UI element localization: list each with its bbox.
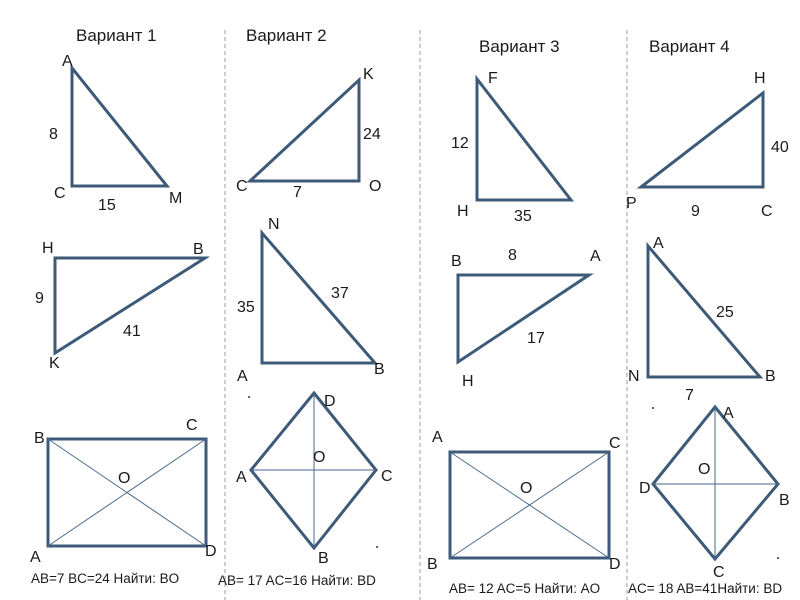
vertex-label: C (713, 564, 725, 581)
variant-4-title: Вариант 4 (649, 37, 730, 56)
side-length-label: 35 (237, 299, 255, 316)
vertex-label: A (653, 235, 664, 252)
variant-3-rectangle (427, 429, 621, 573)
triangle-shape (250, 80, 359, 181)
vertex-label: P (626, 195, 637, 212)
vertex-label: A (30, 549, 41, 566)
side-length-label: 15 (98, 197, 116, 214)
side-length-label: 8 (49, 126, 58, 143)
vertex-label: A (590, 248, 601, 265)
side-length-label: 25 (716, 304, 734, 321)
triangle-shape (648, 246, 760, 377)
side-length-label: 17 (527, 330, 545, 347)
vertex-label: B (318, 550, 329, 567)
side-length-label: 12 (451, 135, 469, 152)
variant-2-triangle-nab (237, 216, 385, 385)
side-length-label: 40 (771, 139, 789, 156)
side-length-label: 7 (293, 184, 302, 201)
triangle-shape (262, 233, 375, 363)
vertex-label: C (381, 468, 393, 485)
center-label: O (313, 449, 326, 466)
side-length-label: 9 (691, 203, 700, 220)
variant-2-rhombus (236, 393, 393, 567)
variant-1-task: AB=7 BC=24 Найти: BO (31, 571, 180, 586)
vertex-label: K (49, 355, 60, 372)
side-length-label: 35 (514, 208, 532, 225)
variant-3-title: Вариант 3 (479, 37, 560, 56)
stray-dot (652, 407, 654, 409)
triangle-shape (641, 93, 763, 187)
vertex-label: N (268, 216, 280, 233)
stray-dot (777, 557, 779, 559)
side-length-label: 41 (123, 323, 141, 340)
vertex-label: H (754, 70, 766, 87)
side-length-label: 8 (508, 247, 517, 264)
vertex-label: C (761, 203, 773, 220)
vertex-label: M (169, 190, 183, 207)
side-length-label: 9 (35, 290, 44, 307)
variant-4-triangle-anb (628, 235, 776, 404)
vertex-label: C (236, 178, 248, 195)
vertex-label: D (205, 543, 217, 560)
variant-1-title: Вариант 1 (76, 26, 157, 45)
side-length-label: 24 (363, 126, 381, 143)
vertex-label: A (432, 429, 443, 446)
vertex-label: D (639, 480, 651, 497)
vertex-label: K (363, 66, 374, 83)
variant-1-triangle-acm (49, 53, 182, 214)
vertex-label: B (34, 430, 45, 447)
vertex-label: H (457, 203, 469, 220)
center-label: O (520, 480, 533, 497)
vertex-label: C (54, 185, 66, 202)
vertex-label: N (628, 368, 640, 385)
variant-3-triangle-fh (451, 70, 571, 225)
variant-3-task: AB= 12 AC=5 Найти: AO (449, 581, 601, 596)
vertex-label: C (186, 417, 198, 434)
vertex-label: O (369, 178, 382, 195)
triangle-shape (458, 275, 589, 362)
center-label: O (118, 470, 131, 487)
variant-4-rhombus (639, 405, 790, 581)
vertex-label: H (42, 240, 54, 257)
variant-2-task: AB= 17 AC=16 Найти: BD (218, 573, 376, 588)
vertex-label: B (193, 241, 204, 258)
vertex-label: A (236, 469, 247, 486)
vertex-label: B (374, 361, 385, 378)
vertex-label: D (324, 393, 336, 410)
stray-dot (248, 396, 250, 398)
vertex-label: B (427, 556, 438, 573)
variant-1-rectangle (30, 417, 217, 566)
vertex-label: H (462, 373, 474, 390)
triangle-shape (477, 79, 571, 200)
center-label: O (698, 461, 711, 478)
vertex-label: D (609, 556, 621, 573)
vertex-label: A (237, 368, 248, 385)
variant-1-triangle-hbk (35, 240, 205, 372)
variant-3-triangle-bah (451, 247, 601, 390)
vertex-label: A (62, 53, 73, 70)
vertex-label: B (451, 253, 462, 270)
variant-4-task: AC= 18 AB=41Найти: BD (628, 581, 783, 596)
vertex-label: B (779, 492, 790, 509)
variant-4-triangle-hpc (626, 70, 789, 220)
vertex-label: C (609, 435, 621, 452)
side-length-label: 7 (685, 387, 694, 404)
stray-dot (376, 546, 378, 548)
vertex-label: B (765, 368, 776, 385)
vertex-label: F (488, 70, 498, 87)
triangle-shape (72, 68, 167, 186)
side-length-label: 37 (331, 285, 349, 302)
variant-2-title: Вариант 2 (246, 26, 327, 45)
variant-2-triangle-kco (236, 66, 381, 201)
vertex-label: A (723, 405, 734, 422)
